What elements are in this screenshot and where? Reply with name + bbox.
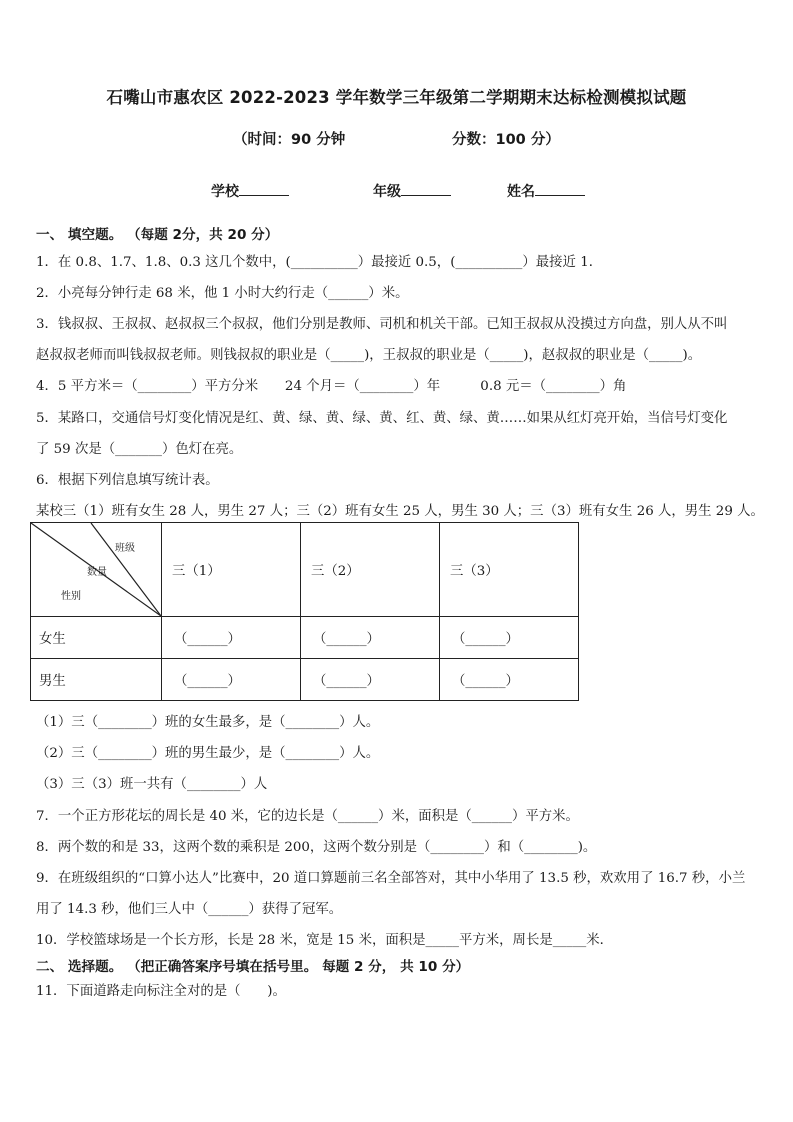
question-5-line-2: 了 59 次是（_______）色灯在亮。	[36, 442, 243, 457]
page-title: 石嘴山市惠农区 2022-2023 学年数学三年级第二学期期末达标检测模拟试题	[106, 88, 687, 107]
column-header-class-1: 三（1）	[162, 523, 301, 617]
diagonal-label-count: 数量	[87, 567, 107, 578]
question-4: 4．5 平方米＝（________）平方分米 24 个月＝（________）年 0.8 元＝（________）角	[36, 379, 627, 394]
table-cell-blank[interactable]: （______）	[301, 659, 440, 701]
question-6: 6．根据下列信息填写统计表。	[36, 473, 219, 488]
row-label-boys: 男生	[31, 659, 162, 701]
grade-blank[interactable]	[401, 181, 451, 196]
exam-time: （时间：90 分钟	[233, 132, 346, 148]
name-label: 姓名	[507, 184, 535, 200]
school-label: 学校	[211, 184, 239, 200]
question-2: 2．小亮每分钟行走 68 米，他 1 小时大约行走（______）米。	[36, 286, 409, 301]
column-header-class-3: 三（3）	[440, 523, 579, 617]
exam-score: 分数：100 分）	[452, 132, 560, 148]
column-header-class-2: 三（2）	[301, 523, 440, 617]
question-3-line-2: 赵叔叔老师而叫钱叔叔老师。则钱叔叔的职业是（_____)，王叔叔的职业是（_____)，赵叔叔的职业是（_____)。	[36, 348, 702, 363]
question-10: 10．学校篮球场是一个长方形，长是 28 米，宽是 15 米，面积是_____平方米，周长是_____米．	[36, 933, 613, 948]
table-cell-blank[interactable]: （______）	[440, 617, 579, 659]
section-1-heading: 一、 填空题。 （每题 2分，共 20 分）	[36, 227, 279, 243]
table-cell-blank[interactable]: （______）	[440, 659, 579, 701]
row-label-girls: 女生	[31, 617, 162, 659]
question-6-sub-2: （2）三（________）班的男生最少，是（________）人。	[36, 746, 380, 761]
question-3-line-1: 3．钱叔叔、王叔叔、赵叔叔三个叔叔，他们分别是教师、司机和机关干部。已知王叔叔从没摸过方向盘，别人从不叫	[36, 317, 728, 332]
statistics-table	[30, 522, 579, 701]
table-row	[31, 659, 579, 701]
school-field	[211, 181, 289, 201]
table-cell-blank[interactable]: （______）	[162, 659, 301, 701]
school-blank[interactable]	[239, 181, 289, 196]
diagonal-header-cell	[31, 523, 162, 617]
question-6-info: 某校三（1）班有女生 28 人，男生 27 人；三（2）班有女生 25 人，男生 30 人；三（3）班有女生 26 人，男生 29 人。	[36, 504, 764, 519]
section-2-heading: 二、 选择题。 （把正确答案序号填在括号里。 每题 2 分， 共 10 分）	[36, 959, 470, 975]
question-7: 7．一个正方形花坛的周长是 40 米，它的边长是（______）米，面积是（______）平方米。	[36, 809, 579, 824]
question-5-line-1: 5．某路口，交通信号灯变化情况是红、黄、绿、黄、绿、黄、红、黄、绿、黄……如果从红灯亮开始，当信号灯变化	[36, 411, 728, 426]
name-blank[interactable]	[535, 181, 585, 196]
question-9-line-1: 9．在班级组织的“口算小达人”比赛中，20 道口算题前三名全部答对，其中小华用了 13.5 秒，欢欢用了 16.7 秒，小兰	[36, 871, 746, 886]
name-field	[507, 181, 585, 201]
diagonal-label-class: 班级	[115, 543, 135, 554]
question-1: 1．在 0.8、1.7、1.8、0.3 这几个数中，(__________）最接近 0.5，(__________）最接近 1．	[36, 255, 603, 270]
question-8: 8．两个数的和是 33，这两个数的乘积是 200，这两个数分别是（________）和（________)。	[36, 840, 597, 855]
table-row	[31, 617, 579, 659]
table-header-row	[31, 523, 579, 617]
question-6-sub-1: （1）三（________）班的女生最多，是（________）人。	[36, 715, 380, 730]
question-9-line-2: 用了 14.3 秒，他们三人中（______）获得了冠军。	[36, 902, 343, 917]
question-11: 11．下面道路走向标注全对的是（ )。	[36, 984, 286, 999]
diagonal-label-gender: 性别	[61, 591, 81, 602]
table-cell-blank[interactable]: （______）	[162, 617, 301, 659]
table-cell-blank[interactable]: （______）	[301, 617, 440, 659]
grade-label: 年级	[373, 184, 401, 200]
grade-field	[373, 181, 451, 201]
question-6-sub-3: （3）三（3）班一共有（________）人	[36, 777, 268, 792]
